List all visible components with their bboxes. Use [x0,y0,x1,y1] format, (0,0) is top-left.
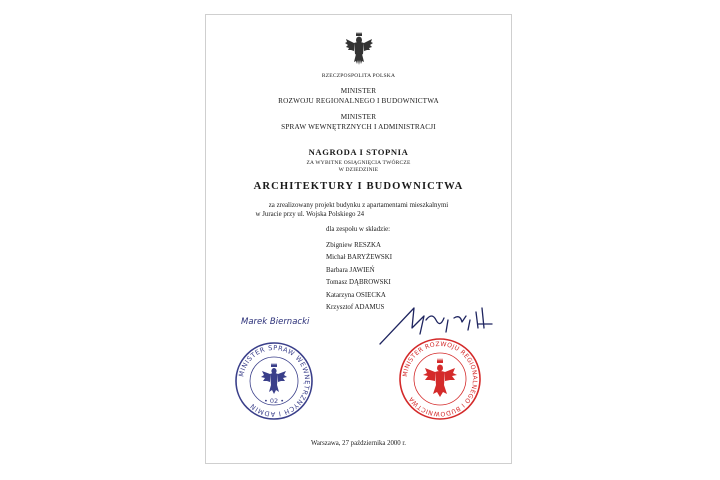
minister1-department: ROZWOJU REGIONALNEGO I BUDOWNICTWA [278,97,439,105]
ministry-regional-development-stamp-icon [398,337,482,421]
polish-eagle-emblem-icon [345,32,373,66]
issue-date: Warszawa, 27 października 2000 r. [311,440,406,447]
team-intro: dla zespołu w składzie: [326,226,391,233]
svg-text:MINISTER ROZWOJU REGIONALNEGO: MINISTER ROZWOJU REGIONALNEGO I BUDOWNICTWA [401,340,479,418]
stamp-left-number: • 02 • [263,397,285,405]
award-title: NAGRODA I STOPNIA [308,147,409,157]
list-item: Barbara JAWIEŃ [326,266,375,274]
list-item: Zbigniew RESZKA [326,242,381,249]
project-line1: za zrealizowany projekt budynku z apartamentami mieszkalnymi [268,202,449,209]
minister2-title: MINISTER [340,113,377,121]
ministry-interior-stamp-icon [234,341,314,421]
list-item: Michał BARYŻEWSKI [326,254,393,262]
republic-label: RZECZPOSPOLITA POLSKA [321,73,396,79]
signature-left: Marek Biernacki [241,317,310,327]
minister2-department: SPRAW WEWNĘTRZNYCH I ADMINISTRACJI [281,123,436,131]
certificate-document [205,14,512,464]
minister1-title: MINISTER [340,87,377,95]
list-item: Katarzyna OSIECKA [326,291,386,299]
list-item: Krzysztof ADAMUS [326,304,385,312]
svg-text:MINISTER SPRAW WEWNĘTRZNYCH I: MINISTER SPRAW WEWNĘTRZNYCH I ADMIN [237,343,312,419]
award-reason-line1: ZA WYBITNE OSIĄGNIĘCIA TWÓRCZE [306,160,411,166]
award-field: ARCHITEKTURY I BUDOWNICTWA [253,181,464,192]
award-reason-line2: W DZIEDZINIE [338,167,379,173]
project-line2: w Juracie przy ul. Wojska Polskiego 24 [255,211,365,218]
list-item: Tomasz DĄBROWSKI [326,279,391,287]
